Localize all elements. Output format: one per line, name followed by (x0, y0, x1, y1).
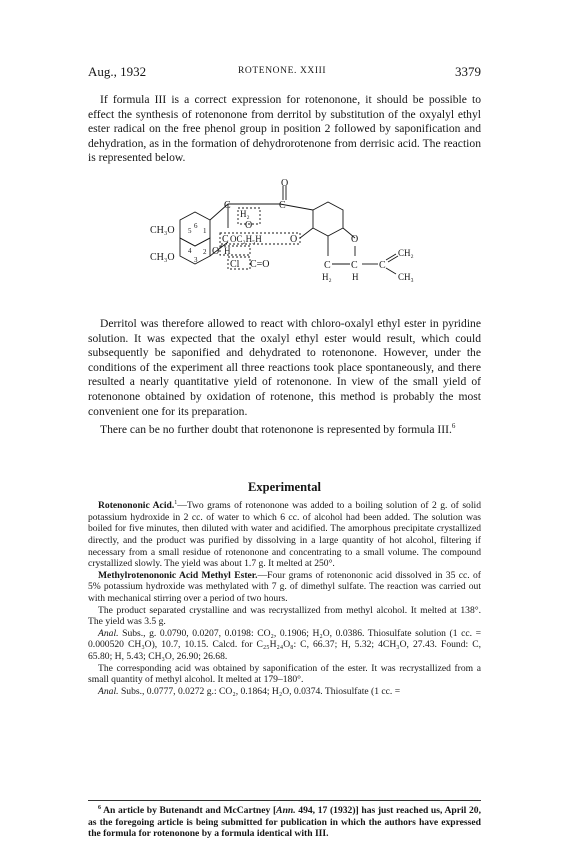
methoxy-upper-label: CH₃O (150, 225, 175, 236)
ring-position-3: 3 (194, 256, 198, 264)
phenol-oxygen-label: O (212, 246, 220, 257)
paragraph-synthesis: If formula III is a correct expression for rotenonone, it should be possible to effect the synthesis of rotenonone from derritol by substitution of the oxyalyl ethyl ester radical on the free phenol group in position 2 followed by saponification and dehydration, as in the formation of dehydrorotenone from derrisic acid. The reaction is represented below. (88, 93, 481, 165)
oxygen-right-label: O (351, 234, 359, 245)
header-running-title: ROTENONE. XXIII (238, 66, 327, 76)
experimental-heading: Experimental (248, 480, 321, 494)
rotenononic-acid-heading: Rotenononic Acid. (98, 500, 175, 512)
oxygen-inner-label: O (245, 220, 253, 231)
methyl-ester-heading: Methylrotenononic Acid Methyl Ester. (98, 569, 258, 581)
right-ring (313, 202, 343, 236)
footnote-6 (88, 803, 481, 840)
h2-top-label: H₂ (240, 209, 250, 219)
analysis-2-paragraph (88, 686, 481, 698)
footnote-section (88, 803, 481, 840)
carbon-bottom-3-label: C (379, 260, 386, 271)
chlorine-label: Cl (230, 259, 240, 270)
footnote-divider (88, 800, 481, 801)
methyl-ester-text: —Four grams of rotenononic acid dissolved in 35 cc. of 5% potassium hydroxide was methylated with 7 g. of dimethyl sulfate. The reaction was carried out with mechanical stirring over a period of two hours. (88, 569, 481, 604)
methoxy-lower-label: CH₃O (150, 252, 175, 263)
rotenononic-acid-text: —Two grams of rotenonone was added to a boiling solution of 2 g. of solid potassium hydroxide in 2 cc. of water to which 6 cc. of alcohol had been added. The solution was boiled for five minutes, then diluted with water and acidified. The amorphous precipitate crystallized directly, and the product was purified by dissolving in a large quantity of hot alcohol, filtering if necessary from a small residue of rotenonone and concentrating to a small volume. The compound crystallized slowly. The yield was about 1.7 g. It melted at 250°. (88, 500, 481, 570)
oxygen-middle-label: O (290, 234, 298, 245)
analysis-1-text: Subs., g. 0.0790, 0.0207, 0.0198: CO₂, 0.1906; H₂O, 0.0386. Thiosulfate solution (1 cc. = 0.000520 CH₃O), 10.7, 10.15. Calcd. for C₂₅H₂₄O₈: C, 66.37; H, 5.32; 4CH₃O, 27.43. Found: C, 65.80; H, 5.43; CH₃O, 26.90; 26.68. (88, 627, 481, 662)
header-date: Aug., 1932 (88, 64, 147, 79)
discussion-section (88, 317, 481, 438)
ring-position-2: 2 (203, 248, 207, 256)
carbon-top-label: C (279, 200, 286, 211)
h2-bottom-label: H₂ (322, 272, 332, 282)
oxygen-top-label: O (281, 178, 289, 189)
paragraph-conclusion-text: There can be no further doubt that rotenonone is represented by formula III. (100, 423, 452, 437)
paragraph-conclusion (88, 419, 481, 437)
ethoxy-label: OC₂H₅H (230, 234, 262, 244)
ring-position-5: 5 (188, 227, 192, 235)
carbon-bottom-1-label: C (324, 260, 331, 271)
experimental-section (88, 498, 481, 697)
ring-position-6: 6 (194, 222, 198, 230)
product-paragraph: The product separated crystalline and was recrystallized from methyl alcohol. It melted at 138°. The yield was 3.5 g. (88, 604, 481, 628)
methyl-ester-paragraph (88, 570, 481, 605)
footnote-ref-6: 6 (451, 422, 456, 431)
hydrogen-bottom-label: H (352, 272, 359, 282)
rotenononic-acid-paragraph (88, 498, 481, 570)
carbonyl-label: C=O (250, 259, 270, 270)
carbon-ester-label: C (222, 234, 229, 245)
footnote-ref-1: 1 (174, 500, 178, 506)
analysis-2-text: Subs., 0.0777, 0.0272 g.: CO₂, 0.1864; H₂O, 0.0374. Thiosulfate (1 cc. = (120, 685, 401, 697)
paragraph-derritol-reaction: Derritol was therefore allowed to react with chloro-oxalyl ethyl ester in pyridine solution. It was expected that the oxalyl ethyl ester would result, which could subsequently be saponified and dehydrated to rotenonone. However, under the conditions of the experiment all three reactions took place spontaneously, and there resulted a nearly quantitative yield of rotenonone. In view of the small yield of rotenonone obtained by oxidation of rotenone, this method is probably the most convenient one for its preparation. (88, 317, 481, 418)
footnote-mark: 6 (98, 805, 101, 811)
analysis-1-label: Anal. (98, 627, 119, 639)
analysis-2-label: Anal. (98, 685, 119, 697)
methylene-label: CH₂ (398, 248, 414, 258)
intro-paragraph (88, 93, 481, 166)
footnote-text-before: An article by Butenandt and McCartney [ (103, 805, 277, 817)
header-page-number: 3379 (455, 64, 481, 79)
carbon-bottom-2-label: C (351, 260, 358, 271)
footnote-text-after: 17 (1932)] has just reached us, April 20, as the foregoing article is being submitted for publication in which the authors have expressed the formula for rotenonone by a formula identical with III. (88, 805, 481, 840)
corresponding-acid-paragraph: The corresponding acid was obtained by saponification of the ester. It was recrystallized from a small quantity of methyl alcohol. It melted at 179–180°. (88, 662, 481, 686)
ring-position-1: 1 (203, 227, 207, 235)
ring-position-4: 4 (188, 247, 192, 255)
structural-formula-diagram (150, 178, 420, 310)
analysis-1-paragraph (88, 628, 481, 663)
methyl-label: CH₃ (398, 272, 414, 282)
carbon-left-label: C (224, 200, 231, 211)
phenol-hydrogen-label: H (224, 246, 231, 256)
footnote-journal: Ann. (276, 805, 296, 817)
page-header (88, 64, 481, 82)
footnote-volume: 494, (298, 805, 316, 817)
